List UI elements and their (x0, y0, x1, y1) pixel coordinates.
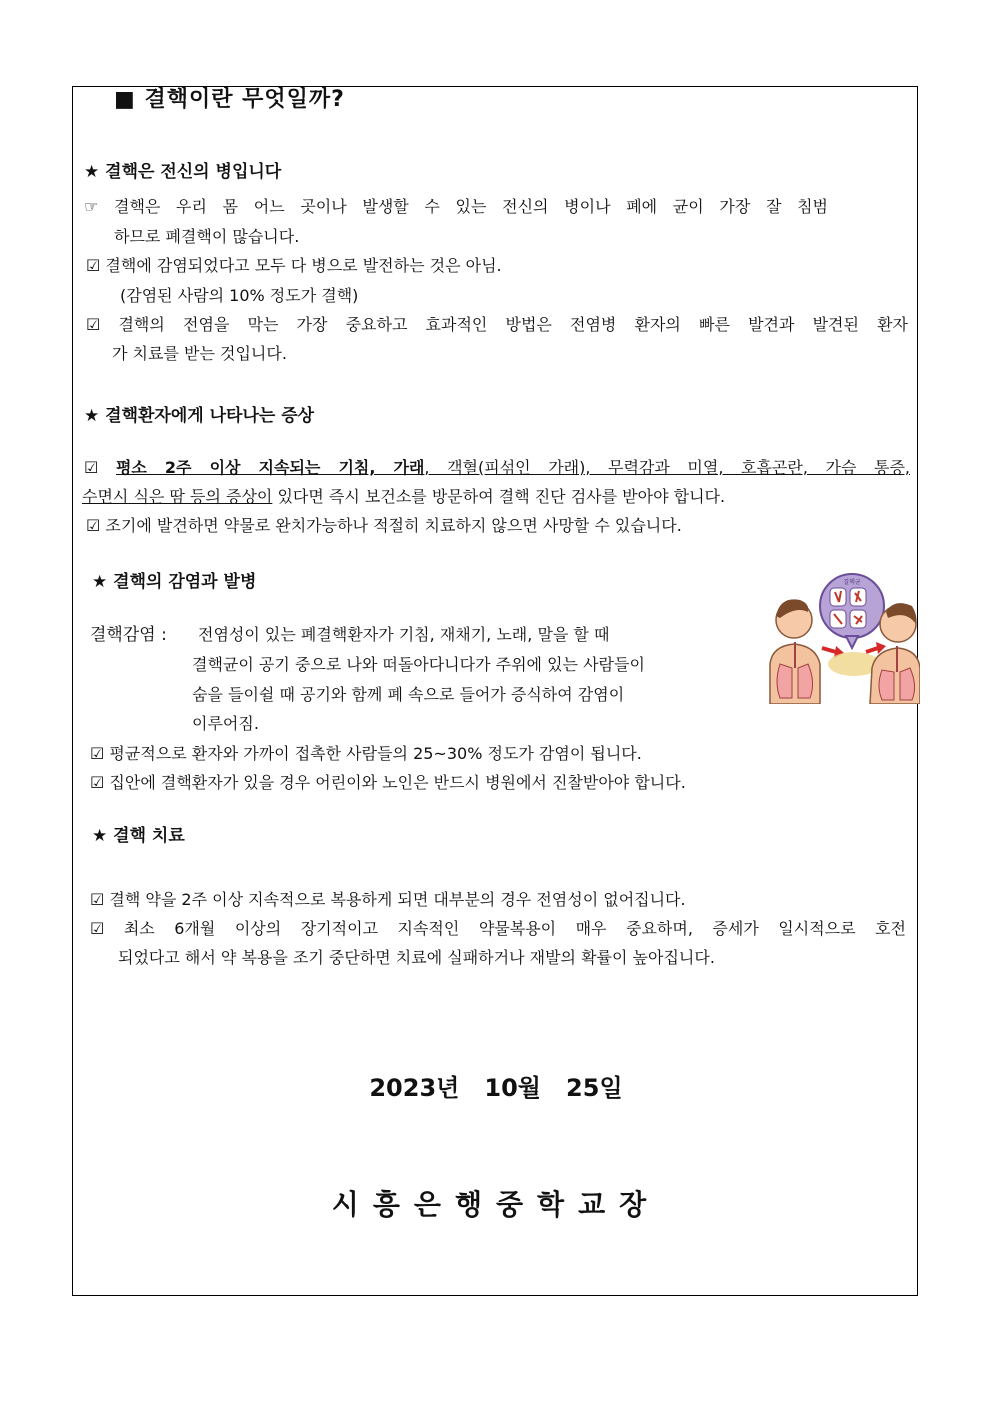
symptom-rest: , 객혈(피섞인 가래), 무력감과 미열, 호흡곤란, 가슴 통증, (424, 458, 910, 477)
section4-line1: ☑ 결핵 약을 2주 이상 지속적으로 복용하게 되면 대부분의 경우 전염성이 없어집니다. (90, 890, 686, 909)
symptom-night-sweat: 수면시 식은 땀 등의 증상이 (82, 487, 273, 506)
section2-line1 (84, 458, 910, 478)
principal-signature: 시흥은행중학교장 (331, 1188, 661, 1221)
section4-line2b: 되었다고 해서 약 복용을 조기 중단하면 치료에 실패하거나 재발의 확률이 높아집니다. (118, 948, 715, 967)
section2-line1b (82, 487, 725, 507)
section1-line1: ☞ 결핵은 우리 몸 어느 곳이나 발생할 수 있는 전신의 병이나 폐에 균이 가장 잘 침범 (84, 197, 828, 216)
section2-heading: ★ 결핵환자에게 나타나는 증상 (84, 406, 315, 426)
section3-heading: ★ 결핵의 감염과 발병 (92, 572, 257, 592)
section1-line3: ☑ 결핵의 전염을 막는 가장 중요하고 효과적인 방법은 전염병 환자의 빠른 발견과 발견된 환자 (86, 315, 908, 334)
section4-line2: ☑ 최소 6개월 이상의 장기적이고 지속적인 약물복용이 매우 중요하며, 증세가 일시적으로 호전 (90, 919, 906, 938)
section1-line2b: (감염된 사람의 10% 정도가 결핵) (120, 286, 359, 305)
page-title: ■ 결핵이란 무엇일까? (114, 87, 345, 112)
symptom-advice: 있다면 즉시 보건소를 방문하여 결핵 진단 검사를 받아야 합니다. (272, 487, 726, 506)
section2-line2: ☑ 조기에 발견하면 약물로 완치가능하나 적절히 치료하지 않으면 사망할 수 있습니다. (86, 516, 682, 535)
section3-line2: ☑ 집안에 결핵환자가 있을 경우 어린이와 노인은 반드시 병원에서 진찰받아야 합니다. (90, 773, 686, 792)
bubble-label: 결핵균 (843, 579, 861, 586)
document-date: 2023년 10월 25일 (369, 1074, 623, 1102)
section1-heading: ★ 결핵은 전신의 병입니다 (84, 162, 282, 182)
infection-desc1: 전염성이 있는 폐결핵환자가 기침, 재채기, 노래, 말을 할 때 (198, 625, 610, 644)
section1-line1b: 하므로 폐결핵이 많습니다. (114, 227, 300, 246)
check-icon: ☑ (84, 458, 99, 477)
infection-desc4: 이루어짐. (192, 714, 259, 733)
infection-desc2: 결핵균이 공기 중으로 나와 떠돌아다니다가 주위에 있는 사람들이 (192, 655, 645, 674)
symptom-highlight: 평소 2주 이상 지속되는 기침, 가래 (115, 458, 425, 477)
section1-line2: ☑ 결핵에 감염되었다고 모두 다 병으로 발전하는 것은 아님. (86, 256, 502, 275)
section4-heading: ★ 결핵 치료 (92, 826, 185, 846)
infection-desc3: 숨을 들이쉴 때 공기와 함께 폐 속으로 들어가 증식하여 감염이 (192, 685, 625, 704)
tb-transmission-illustration (766, 572, 920, 704)
section3-line1: ☑ 평균적으로 환자와 가까이 접촉한 사람들의 25~30% 정도가 감염이 됩니다. (90, 744, 642, 763)
section1-line3b: 가 치료를 받는 것입니다. (112, 344, 287, 363)
infection-label: 결핵감염 : (90, 625, 167, 645)
